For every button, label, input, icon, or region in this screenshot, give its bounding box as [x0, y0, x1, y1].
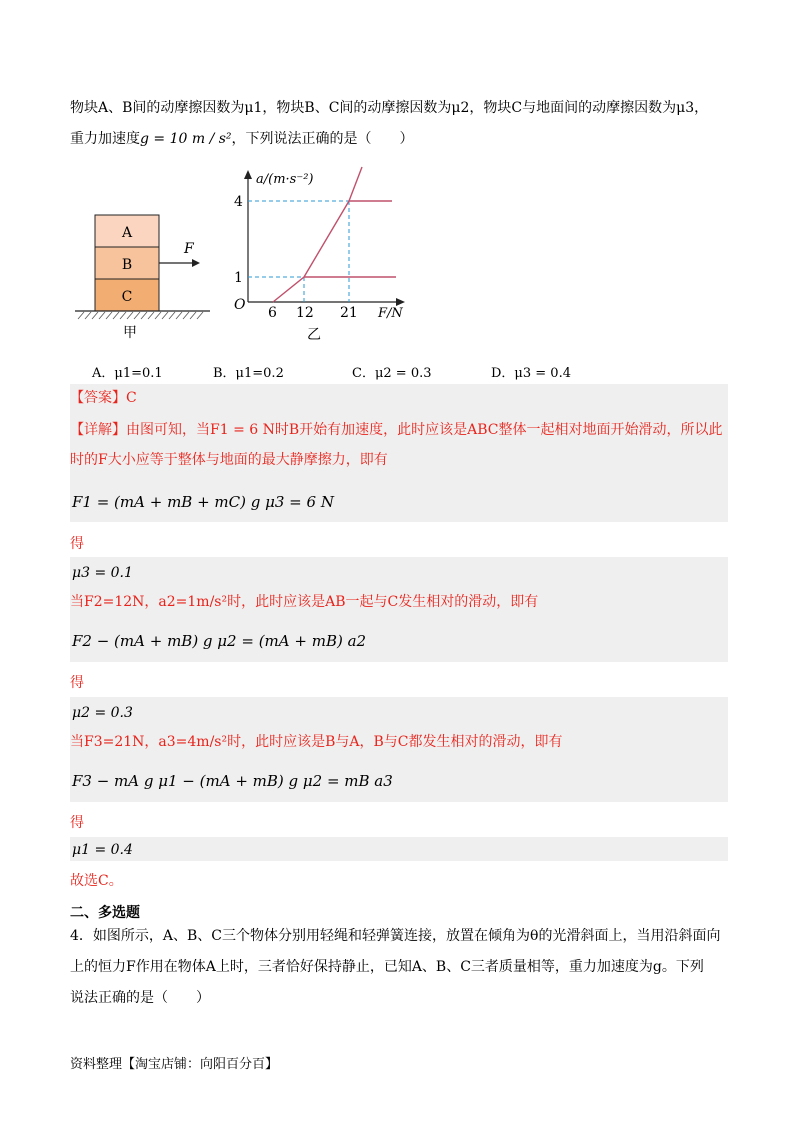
section-heading: 二、多选题: [70, 905, 140, 921]
dashed-guides: [248, 201, 349, 302]
y-axis-arrow: [244, 170, 252, 179]
block-c-label: C: [121, 289, 133, 305]
x-tick-6: 6: [268, 305, 277, 321]
footer: 资料整理【淘宝店铺：向阳百分百】: [70, 1057, 279, 1072]
result-2: μ2 = 0.3: [72, 705, 133, 721]
detail-text-2: 当F2=12N，a2=1m/s²时，此时应该是AB一起与C发生相对的滑动，即有: [70, 594, 539, 610]
origin-label: O: [234, 297, 246, 313]
x-axis-arrow: [396, 298, 405, 306]
x-tick-12: 12: [296, 305, 314, 321]
q4-line-3: 说法正确的是（ ）: [70, 990, 210, 1006]
result-1: μ3 = 0.1: [72, 565, 133, 581]
caption-yi: 乙: [307, 327, 321, 343]
de-2: 得: [70, 675, 84, 691]
equation-2: F2 − (mA + mB) g μ2 = (mA + mB) a2: [72, 632, 367, 650]
force-label: F: [184, 241, 194, 257]
detail-line-2: 时的F大小应等于整体与地面的最大静摩擦力，即有: [70, 452, 388, 468]
y-tick-1: 1: [234, 270, 243, 286]
x-tick-21: 21: [340, 305, 358, 321]
result-3: μ1 = 0.4: [72, 842, 133, 858]
question-line-2: [70, 129, 414, 149]
q4-line-2: 上的恒力F作用在物体A上时，三者恰好保持静止，已知A、B、C三者质量相等，重力加速度为g。下列: [70, 959, 704, 975]
option-c: C．μ2 = 0.3: [352, 366, 432, 381]
gravity-formula: g = 10 m / s²: [140, 131, 232, 147]
figure-jia: [60, 205, 225, 345]
option-b: B．μ1=0.2: [213, 366, 284, 381]
line-steep: [349, 167, 362, 201]
equation-1: F1 = (mA + mB + mC) g μ3 = 6 N: [72, 493, 334, 511]
line-b: [273, 201, 392, 302]
option-a: A．μ1=0.1: [92, 366, 163, 381]
force-arrow-head: [192, 259, 200, 267]
x-axis-label: F/N: [378, 306, 403, 321]
detail-text-3: 当F3=21N，a3=4m/s²时，此时应该是B与A，B与C都发生相对的滑动，即有: [70, 734, 563, 750]
y-tick-4: 4: [234, 194, 243, 210]
graph-lines: [273, 167, 396, 302]
question-line-2-prefix: 重力加速度: [70, 131, 140, 147]
conclusion: 故选C。: [70, 873, 123, 889]
y-axis-label: a/(m·s⁻²): [256, 172, 314, 187]
de-1: 得: [70, 536, 84, 552]
block-b-label: B: [121, 257, 133, 273]
detail-line-1: 【详解】由图可知，当F1 = 6 N时B开始有加速度，此时应该是ABC整体一起相对地面开始滑动，所以此: [70, 422, 723, 438]
answer-line: 【答案】C: [70, 390, 137, 406]
ground-hatch: [78, 312, 203, 319]
question-line-2-suffix: ，下列说法正确的是（ ）: [231, 131, 414, 147]
figure-yi-graph: [228, 165, 418, 345]
detail-block-4: [70, 837, 728, 861]
option-d: D．μ3 = 0.4: [491, 366, 571, 381]
q4-line-1: 4．如图所示，A、B、C三个物体分别用轻绳和轻弹簧连接，放置在倾角为θ的光滑斜面上，当用沿斜面向: [70, 928, 721, 944]
caption-jia: 甲: [123, 325, 137, 341]
equation-3: F3 − mA g μ1 − (mA + mB) g μ2 = mB a3: [72, 772, 393, 790]
de-3: 得: [70, 815, 84, 831]
question-line-1: 物块A、B间的动摩擦因数为μ1，物块B、C间的动摩擦因数为μ2，物块C与地面间的动摩擦因数为μ3，: [70, 100, 709, 116]
block-a-label: A: [121, 225, 133, 241]
